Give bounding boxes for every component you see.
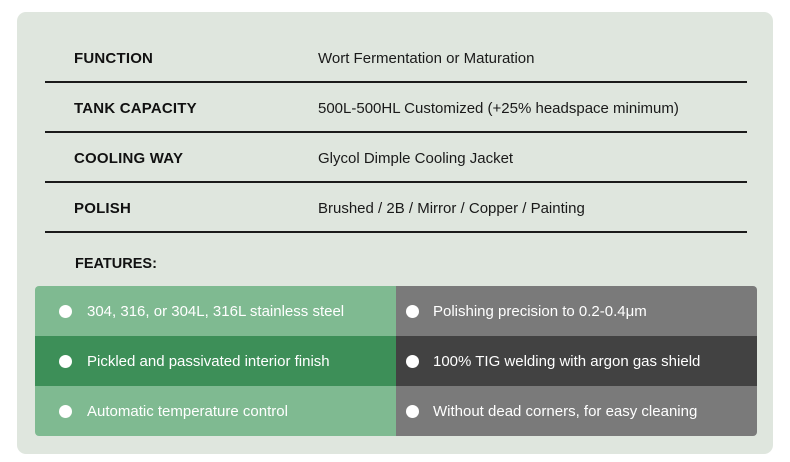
spec-row-polish [45, 183, 747, 233]
feature-text: 304, 316, or 304L, 316L stainless steel [87, 302, 345, 320]
spec-key: FUNCTION [74, 49, 154, 67]
feature-item [35, 286, 396, 336]
feature-item [35, 386, 396, 436]
feature-text: Automatic temperature control [87, 402, 288, 420]
spec-key: POLISH [74, 199, 132, 217]
spec-row-cooling-way [45, 133, 747, 183]
spec-value: Brushed / 2B / Mirror / Copper / Painting [318, 199, 585, 217]
features-title: FEATURES: [75, 256, 157, 272]
spec-row-function [45, 33, 747, 83]
spec-row-tank-capacity [45, 83, 747, 133]
bullet-dot-icon [59, 305, 72, 318]
feature-item [396, 286, 757, 336]
spec-value: Glycol Dimple Cooling Jacket [318, 149, 514, 167]
feature-item [396, 336, 757, 386]
spec-card [17, 12, 773, 454]
bullet-dot-icon [406, 355, 419, 368]
feature-item [35, 336, 396, 386]
spec-key: TANK CAPACITY [74, 99, 197, 117]
bullet-dot-icon [406, 405, 419, 418]
bullet-dot-icon [406, 305, 419, 318]
spec-table [45, 33, 747, 233]
feature-text: Pickled and passivated interior finish [87, 352, 330, 370]
spec-value: 500L-500HL Customized (+25% headspace minimum) [318, 99, 679, 117]
spec-key: COOLING WAY [74, 149, 184, 167]
feature-text: 100% TIG welding with argon gas shield [433, 352, 701, 370]
feature-text: Polishing precision to 0.2-0.4μm [433, 302, 647, 320]
spec-value: Wort Fermentation or Maturation [318, 49, 535, 67]
feature-item [396, 386, 757, 436]
bullet-dot-icon [59, 405, 72, 418]
features-grid [35, 286, 757, 436]
feature-text: Without dead corners, for easy cleaning [433, 402, 698, 420]
bullet-dot-icon [59, 355, 72, 368]
